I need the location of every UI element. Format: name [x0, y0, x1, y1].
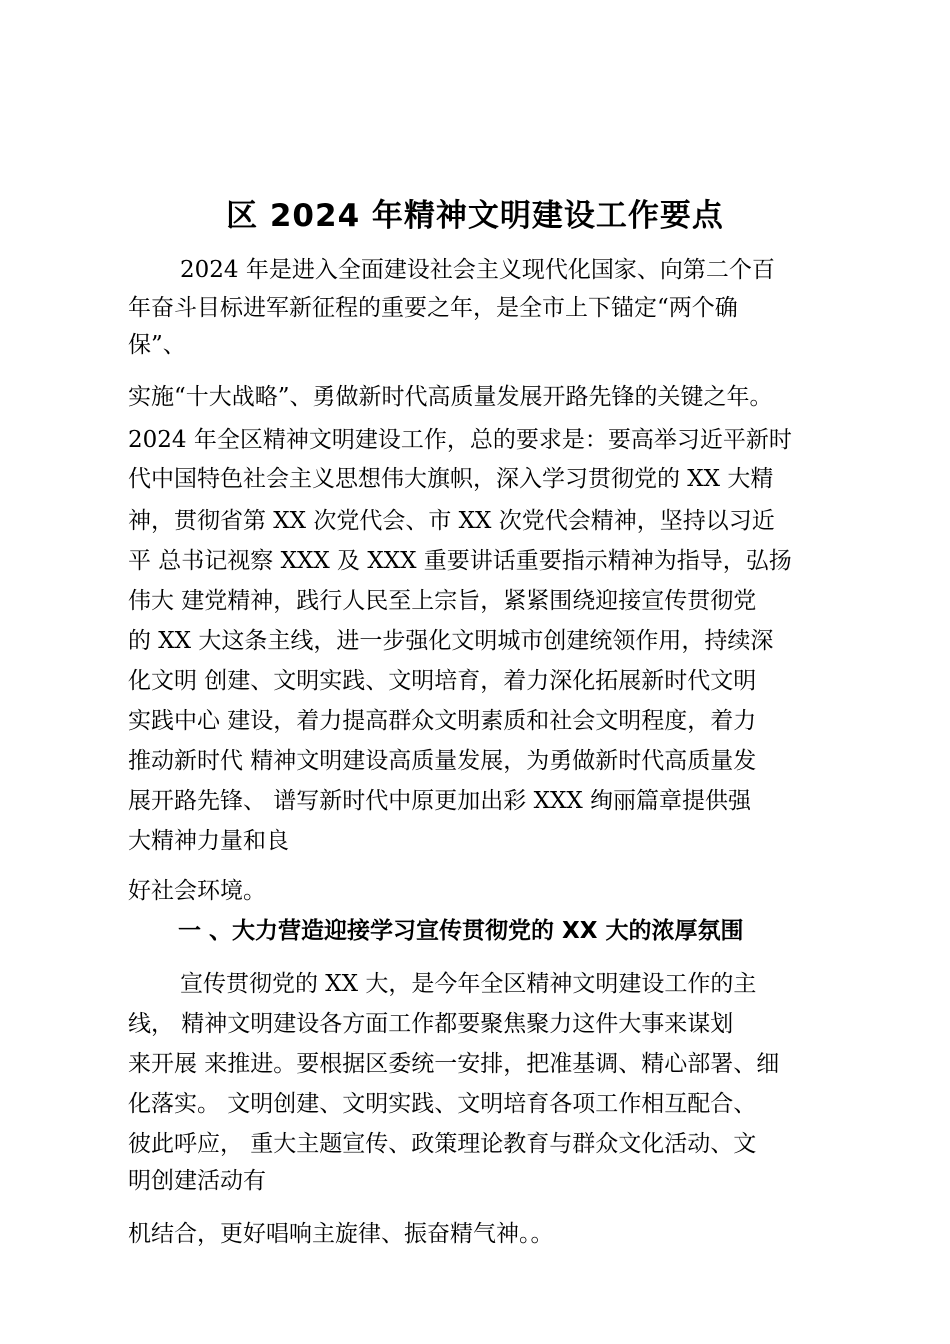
paragraph-line: 2024 年全区精神文明建设工作，总的要求是：要高举习近平新时	[128, 427, 792, 453]
paragraph-line: 好社会环境。	[128, 878, 266, 904]
paragraph-line: 机结合，更好唱响主旋律、振奋精气神。。	[128, 1221, 554, 1247]
paragraph-line: 宣传贯彻党的 XX 大，是今年全区精神文明建设工作的主	[180, 971, 757, 997]
document-title: 区 2024 年精神文明建设工作要点	[226, 198, 724, 234]
paragraph-line: 化落实。 文明创建、文明实践、文明培育各项工作相互配合、	[128, 1091, 757, 1117]
paragraph-line: 年奋斗目标进军新征程的重要之年，是全市上下锚定“两个确	[128, 295, 738, 321]
paragraph-line: 实践中心 建设，着力提高群众文明素质和社会文明程度，着力	[128, 708, 757, 734]
paragraph-line: 彼此呼应， 重大主题宣传、政策理论教育与群众文化活动、文	[128, 1131, 757, 1157]
paragraph-line: 平 总书记视察 XXX 及 XXX 重要讲话重要指示精神为指导，弘扬	[128, 548, 792, 574]
paragraph-line: 伟大 建党精神，践行人民至上宗旨，紧紧围绕迎接宣传贯彻党	[128, 588, 757, 614]
paragraph-line: 化文明 创建、文明实践、文明培育，着力深化拓展新时代文明	[128, 668, 757, 694]
paragraph-line: 明创建活动有	[128, 1168, 266, 1194]
paragraph-line: 推动新时代 精神文明建设高质量发展，为勇做新时代高质量发	[128, 748, 757, 774]
paragraph-line: 神，贯彻省第 XX 次党代会、市 XX 次党代会精神，坚持以习近	[128, 508, 775, 534]
paragraph-line: 代中国特色社会主义思想伟大旗帜，深入学习贯彻党的 XX 大精	[128, 466, 774, 492]
paragraph-line: 大精神力量和良	[128, 828, 289, 854]
paragraph-line: 实施“十大战略”、勇做新时代高质量发展开路先锋的关键之年。	[128, 384, 773, 410]
paragraph-line: 的 XX 大这条主线，进一步强化文明城市创建统领作用，持续深	[128, 628, 774, 654]
paragraph-line: 2024 年是进入全面建设社会主义现代化国家、向第二个百	[180, 257, 775, 283]
paragraph-line: 来开展 来推进。要根据区委统一安排，把准基调、精心部署、细	[128, 1051, 780, 1077]
paragraph-line: 展开路先锋、 谱写新时代中原更加出彩 XXX 绚丽篇章提供强	[128, 788, 752, 814]
paragraph-line: 线， 精神文明建设各方面工作都要聚焦聚力这件大事来谋划	[128, 1011, 734, 1037]
section-heading: 一 、大力营造迎接学习宣传贯彻党的 XX 大的浓厚氛围	[178, 918, 744, 944]
paragraph-line: 保”、	[128, 332, 186, 358]
